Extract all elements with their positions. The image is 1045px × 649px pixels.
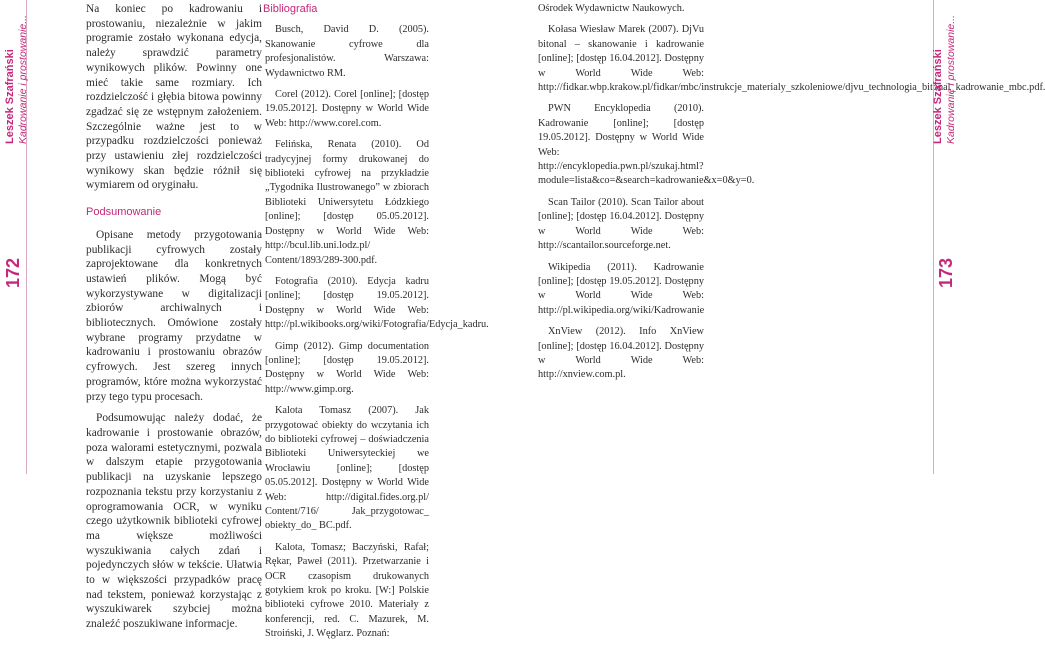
- bibliography-entry: Kołasa Wiesław Marek (2007). DjVu bitonal – skanowanie i kadrowanie [online]; [dostęp 16.04.2012]. Dostępny w World Wide Web: http://fidkar.wbp.krakow.pl/fidkar/mbc/instrukcje_materialy_szkoleniowe/djvu_technologia_bitonal_kadrowanie_mbc.pdf.: [538, 24, 1045, 94]
- bibliography-entry-continued: Ośrodek Wydawnictw Naukowych.: [538, 3, 685, 14]
- page-number-right: 173: [936, 258, 956, 289]
- bibliography-entry: Kalota, Tomasz; Baczyński, Rafał; Rękar, Paweł (2011). Przetwarzanie i OCR czasopism drukowanych gotykiem krok po kroku. [W:] Polskie biblioteki cyfrowe 2010. Materiały z konferencji, red. C. Mazurek, M. Stroiński, J. Węglarz. Poznań:: [265, 541, 429, 640]
- left-margin-bar: [0, 0, 27, 474]
- bibliography-entry: Corel (2012). Corel [online]; [dostęp 19.05.2012]. Dostępny w World Wide Web: http://www.corel.com.: [265, 89, 429, 129]
- running-head-author: Leszek Szafrański: [932, 49, 944, 144]
- bibliography-column-1: [263, 2, 489, 649]
- bibliography-entry: Scan Tailor (2010). Scan Tailor about [online]; [dostęp 16.04.2012]. Dostępny w World Wide Web: http://scantailor.sourceforge.net.: [538, 196, 704, 252]
- paragraph-summary-1: Opisane metody przygotowania publikacji cyfrowych zostały zaprojektowane dla konkretnych ustawień plików. Mogą być wykorzystywane w digitalizacji zbiorów archiwalnych i bibliotecznych. Omówione zostały wybrane programy przydatne w kadrowaniu i prostowaniu obrazów cyfrowych. Jest szereg innych programów, które można wykorzystać przy tego typu procesach.: [86, 228, 262, 403]
- section-heading-summary: Podsumowanie: [86, 206, 162, 219]
- running-head-author: Leszek Szafrański: [4, 49, 16, 144]
- bibliography-entry: PWN Encyklopedia (2010). Kadrowanie [online]; [dostęp 19.05.2012]. Dostępny w World Wide Web: http://encyklopedia.pwn.pl/szukaj.html?module=lista&co=&search=kadrowanie&x=0&y=0.: [538, 103, 755, 187]
- bibliography-entry: Busch, David D. (2005). Skanowanie cyfrowe dla profesjonalistów. Warszawa: Wydawnictwo RM.: [265, 24, 429, 79]
- running-head-title: Kadrowanie i prostowanie...: [945, 15, 957, 144]
- bibliography-entry: Fotografia (2010). Edycja kadru [online]; [dostęp 19.05.2012]. Dostępny w World Wide Web: http://pl.wikibooks.org/wiki/Fotografia/Edycja_kadru.: [265, 275, 489, 331]
- bibliography-entry: Felińska, Renata (2010). Od tradycyjnej formy drukowanej do biblioteki cyfrowej na przykładzie „Tygodnika Ilustrowanego” w zbiorach Biblioteki Uniwersytetu Łódzkiego [online]; [dostęp 05.05.2012]. Dostępny w World Wide Web: http://bcul.lib.uni.lodz.pl/ Content/1893/289-300.pdf.: [265, 139, 429, 266]
- page-number-left: 172: [3, 258, 23, 289]
- bibliography-entry: Wikipedia (2011). Kadrowanie [online]; [dostęp 19.05.2012]. Dostępny w World Wide Web: http://pl.wikipedia.org/wiki/Kadrowanie: [538, 261, 705, 316]
- bibliography-entry: XnView (2012). Info XnView [online]; [dostęp 16.04.2012]. Dostępny w World Wide Web: http://xnview.com.pl.: [538, 326, 704, 381]
- paragraph-conclusion: Na koniec po kadrowaniu i prostowaniu, niezależnie w jakim programie zostało wykonana edycja, należy sprawdzić parametry wynikowych plików. Powinny one mieć takie same rozmiary. Ich rozdzielczość i głębia bitowa powinny zgadzać się ze wstępnym założeniem. Szczególnie ważne jest to w przypadku rozdzielczości ponieważ przy ustawieniu złej rozdzielczości wynikowy skan będzie różnił się wymiarem od oryginału.: [86, 3, 262, 192]
- running-head-title: Kadrowanie i prostowanie...: [17, 15, 29, 144]
- bibliography-entry: Kalota Tomasz (2007). Jak przygotować obiekty do wczytania ich do biblioteki cyfrowej – doświadczenia Biblioteki Uniwersyteckiej we Wrocławiu [online]; [dostęp 05.05.2012]. Dostępny w World Wide Web: http://digital.fides.org.pl/ Content/716/ Jak_przygotowac_ obiekty_do_ BC.pdf.: [265, 405, 429, 532]
- right-margin-bar: [933, 0, 960, 474]
- running-head-left: [4, 4, 30, 144]
- bibliography-entry: Gimp (2012). Gimp documentation [online]; [dostęp 19.05.2012]. Dostępny w World Wide Web: http://www.gimp.org.: [265, 340, 429, 395]
- section-heading-bibliography: Bibliografia: [263, 3, 318, 15]
- text-column-1: [86, 2, 262, 639]
- paragraph-summary-2: Podsumowując należy dodać, że kadrowanie i prostowanie obrazów, poza walorami estetycznymi, pozwala w dalszym etapie przygotowania publikacji na uzyskanie lepszego rozpoznania tekstu przy korzystaniu z oprogramowania OCR, w wyniku czego użytkownik biblioteki cyfrowej ma większe możliwości wyszukiwania całych zdań i pojedynczych słów w tekście. Ułatwia to w większości przypadków pracę nad tekstem, ponieważ korzystając z wyszukiwarek szybciej można znaleźć poszukiwane informacje.: [86, 412, 262, 631]
- running-head-right: [932, 4, 958, 144]
